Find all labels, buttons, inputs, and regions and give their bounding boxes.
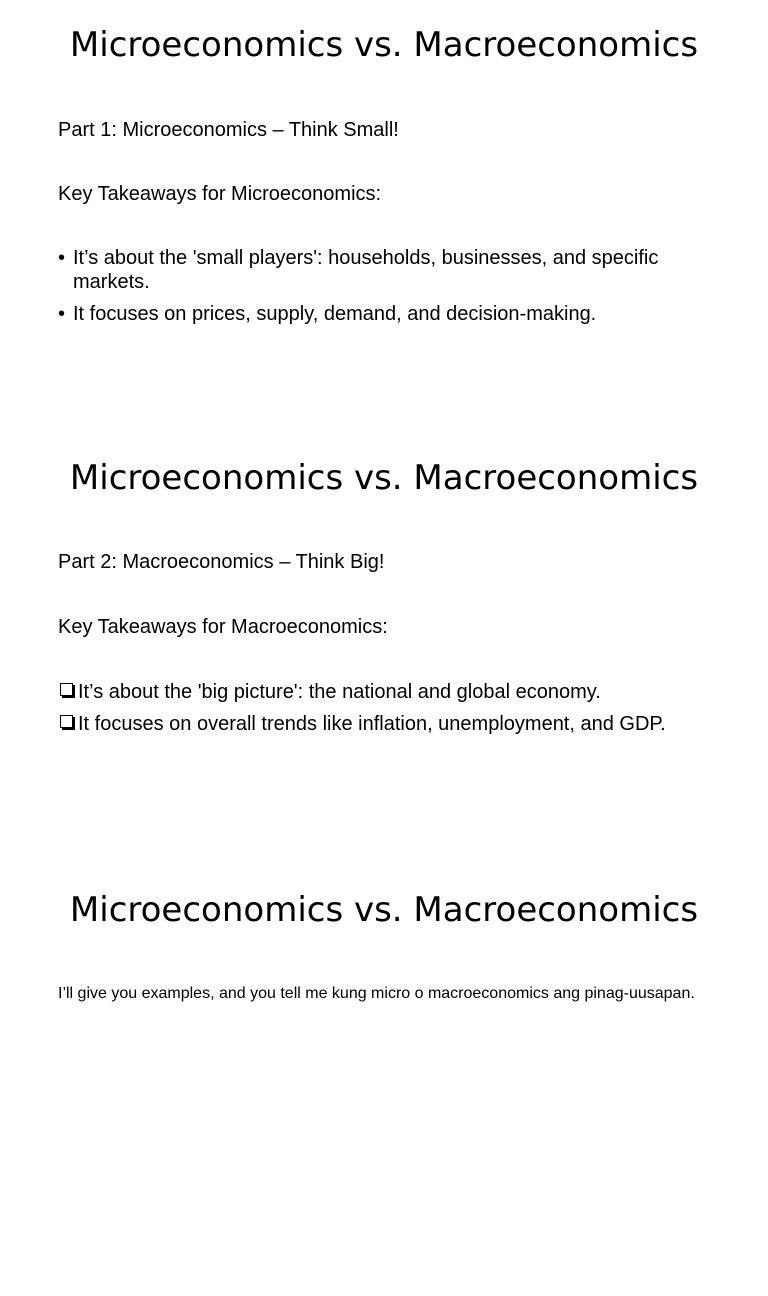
slide-title: Microeconomics vs. Macroeconomics (69, 890, 699, 930)
checkbox-icon (60, 715, 73, 728)
bullet-text: It’s about the 'big picture': the national and global economy. (78, 681, 601, 703)
slide-macroeconomics (0, 432, 768, 864)
slide-title: Microeconomics vs. Macroeconomics (69, 458, 699, 498)
bullet-list (58, 246, 678, 334)
bullet-text: It focuses on prices, supply, demand, and decision-making. (73, 303, 597, 325)
slide-title: Microeconomics vs. Macroeconomics (69, 25, 699, 65)
part-heading: Part 2: Macroeconomics – Think Big! (58, 551, 385, 573)
bullet-text: It’s about the 'small players': households, businesses, and specific markets. (73, 247, 659, 293)
takeaways-heading: Key Takeaways for Microeconomics: (58, 183, 382, 205)
checkbox-list (58, 680, 678, 744)
list-item (58, 246, 678, 294)
part-heading: Part 1: Microeconomics – Think Small! (58, 119, 399, 141)
list-item (58, 712, 678, 736)
bullet-dot-icon: • (58, 247, 66, 269)
bullet-text: It focuses on overall trends like inflation, unemployment, and GDP. (78, 713, 666, 735)
slide-microeconomics (0, 0, 768, 432)
list-item (58, 680, 678, 704)
takeaways-heading: Key Takeaways for Macroeconomics: (58, 616, 388, 638)
list-item (58, 302, 678, 326)
slide-examples (0, 864, 768, 1296)
bullet-dot-icon: • (58, 303, 66, 325)
intro-text: I’ll give you examples, and you tell me kung micro o macroeconomics ang pinag-uusapan. (58, 985, 695, 1002)
checkbox-icon (60, 683, 73, 696)
